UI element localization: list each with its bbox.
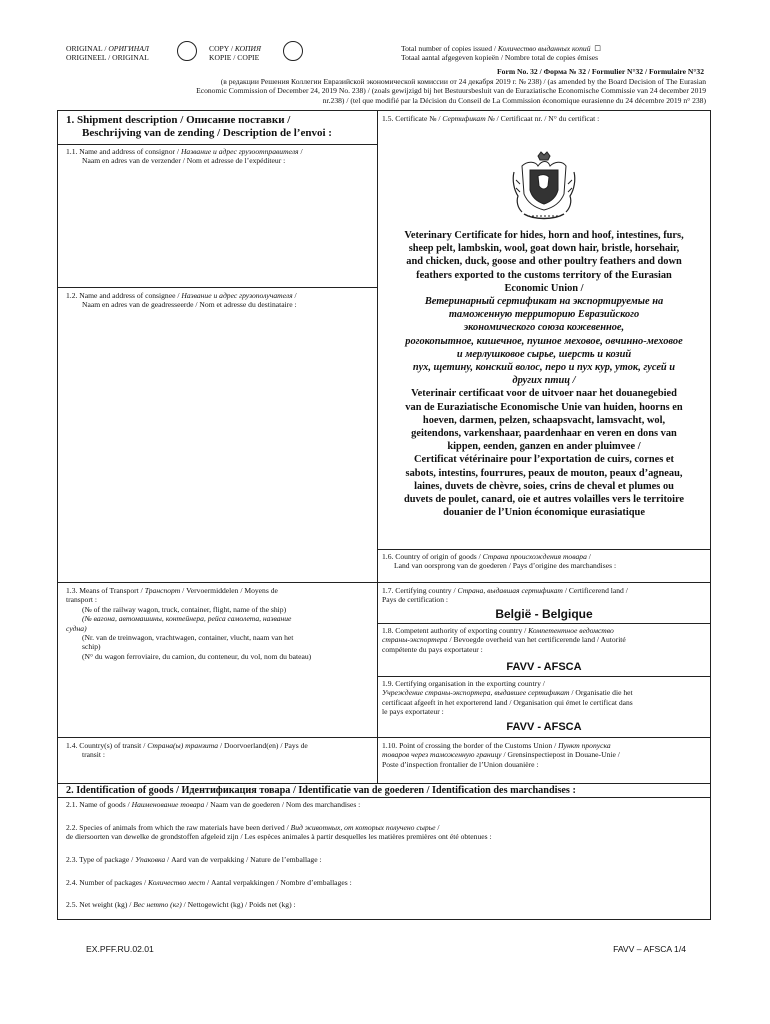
- section-2-title: 2. Identification of goods / Идентификация товара / Identificatie van de goederen / Identification des marchandises :: [66, 785, 576, 796]
- original-checkbox[interactable]: [177, 41, 197, 61]
- copy-label: COPY / КОПИЯ KOPIE / COPIE: [209, 44, 262, 63]
- amendment-note: (в редакции Решения Коллегии Евразийской экономической комиссии от 24 декабря 2019 г. № 238) / (as amended by the Board Decision of The Eurasian Economic Commission of December 24, 2019 No. 238) / (zoals gewijzigd bij het Bestuursbesluit van de Euraziatische Economische Commissie van 24 december 2019 nr.238) / (tel que modifié par la Décision du Conseil de La Commission économique eurasienne du 24 décembre 2019 n° 238): [196, 77, 706, 105]
- certifying-organisation-field[interactable]: 1.9. Certifying organisation in the exporting country / Учреждение страны-экспортера, выдавшее сертификат / Organisatie die het certificaat afgeeft in het exporterend land / Organisation qui émet le certificat dans le pays exportateur :: [382, 679, 633, 717]
- animal-species-field[interactable]: 2.2. Species of animals from which the raw materials have been derived / Вид животных, от которых получено сырье / de diersoorten van dewelke de grondstoffen afgeleid zijn / Les espèces animales à partir desquelles les matières premières ont été obtenues :: [66, 823, 492, 842]
- package-type-field[interactable]: 2.3. Type of package / Упаковка / Aard van de verpakking / Nature de l’emballage :: [66, 855, 322, 864]
- section-1-title: 1. Shipment description / Описание поставки / Beschrijving van de zending / Description de l’envoi :: [66, 114, 332, 139]
- certifying-country-value: België - Belgique: [495, 607, 593, 621]
- border-crossing-point-field[interactable]: 1.10. Point of crossing the border of the Customs Union / Пункт пропуска товаров через таможенную границу / Grensinspectiepost in Douane-Unie / Poste d’inspection frontalier de l’Union douanière :: [382, 741, 620, 769]
- competent-authority-field[interactable]: 1.8. Competent authority of exporting country / Компетентное ведомство страны-экспортера / Bevoegde overheid van het certificerende land / Autorité compétente du pays exportateur :: [382, 626, 626, 654]
- country-of-origin-field[interactable]: 1.6. Country of origin of goods / Страна происхождения товара / Land van oorsprong van de goederen / Pays d’origine des marchandises :: [382, 552, 617, 571]
- certifying-organisation-value: FAVV - AFSCA: [506, 721, 582, 733]
- certifying-country-field[interactable]: 1.7. Certifying country / Страна, выдавшая сертификат / Certificerend land / Pays de certification :: [382, 586, 628, 605]
- total-copies-box[interactable]: ☐: [594, 44, 602, 53]
- belgian-coat-of-arms-icon: [508, 150, 580, 222]
- name-of-goods-field[interactable]: 2.1. Name of goods / Наименование товара / Naam van de goederen / Nom des marchandises :: [66, 800, 361, 809]
- means-of-transport-field[interactable]: 1.3. Means of Transport / Транспорт / Vervoermiddelen / Moyens de transport : (№ of the railway wagon, truck, container, flight, name of the ship) (№ вагона, автомашины, контейнера, рейса самолета, название судна) (Nr. van de treinwagon, vrachtwagen, container, vlucht, naam van het schip) (N° du wagon ferroviaire, du camion, du conteneur, du vol, nom du bateau): [66, 586, 312, 661]
- copy-checkbox[interactable]: [283, 41, 303, 61]
- original-label: ORIGINAL / ОРИГИНАЛ ORIGINEEL / ORIGINAL: [66, 44, 149, 63]
- consignee-field[interactable]: 1.2. Name and address of consignee / Название и адрес грузополучателя / Naam en adres van de geadresseerde / Nom et adresse du destinataire :: [66, 291, 297, 310]
- certificate-number-label: 1.5. Certificate № / Сертификат № / Certificaat nr. / N° du certificat :: [382, 114, 600, 123]
- certificate-title: Veterinary Certificate for hides, horn and hoof, intestines, furs, sheep pelt, lambskin, wool, goat down hair, bristle, horsehair, and chicken, duck, goose and other poultry feathers and down feathers exported to the customs territory of the Eurasian Economic Union / Ветеринарный сертификат на экспортируемые на таможенную территорию Евразийского экономического союза кожевенное, рогокопытное, кишечное, пушное меховое, овчинно-меховое и мерлушковое сырье, шерсть и козий пух, щетину, конский волос, перо и пух кур, уток, гусей и других птиц / Veterinair certificaat voor de uitvoer naar het douanegebied van de Euraziatische Economische Unie van huiden, hoorns en hoeven, darmen, pelzen, schaapsvacht, lamsvacht, wol, geitendons, varkenshaar, paardenhaar en veren en dons van kippen, eenden, ganzen en ander pluimvee / Certificat vétérinaire pour l’exportation de cuirs, cornes et sabots, intestins, fourrures, peaux de mouton, peaux d’agneau, laines, duvets de chèvre, soies, crins de cheval et plumes ou duvets de poulet, canard, oie et autres volailles vers le territoire douanier de l’Union économique eurasiatique: [403, 230, 685, 519]
- footer-reference: EX.PFF.RU.02.01: [86, 944, 154, 954]
- number-of-packages-field[interactable]: 2.4. Number of packages / Количество мест / Aantal verpakkingen / Nombre d’emballages :: [66, 878, 352, 887]
- total-copies-label: Total number of copies issued / Количество выданных копий ☐ Totaal aantal afgegeven kopieën / Nombre total de copies émises: [401, 44, 602, 63]
- form-number: Form No. 32 / Форма № 32 / Formulier N°32 / Formulaire N°32: [497, 67, 704, 76]
- footer-page-number: FAVV – AFSCA 1/4: [613, 944, 686, 954]
- consignor-field[interactable]: 1.1. Name and address of consignor / Название и адрес грузоотправителя / Naam en adres van de verzender / Nom et adresse de l’expéditeur :: [66, 147, 303, 166]
- competent-authority-value: FAVV - AFSCA: [506, 661, 582, 673]
- country-of-transit-field[interactable]: 1.4. Country(s) of transit / Страна(ы) транзита / Doorvoerland(en) / Pays de transit :: [66, 741, 308, 760]
- net-weight-field[interactable]: 2.5. Net weight (kg) / Вес нетто (кг) / Nettogewicht (kg) / Poids net (kg) :: [66, 900, 296, 909]
